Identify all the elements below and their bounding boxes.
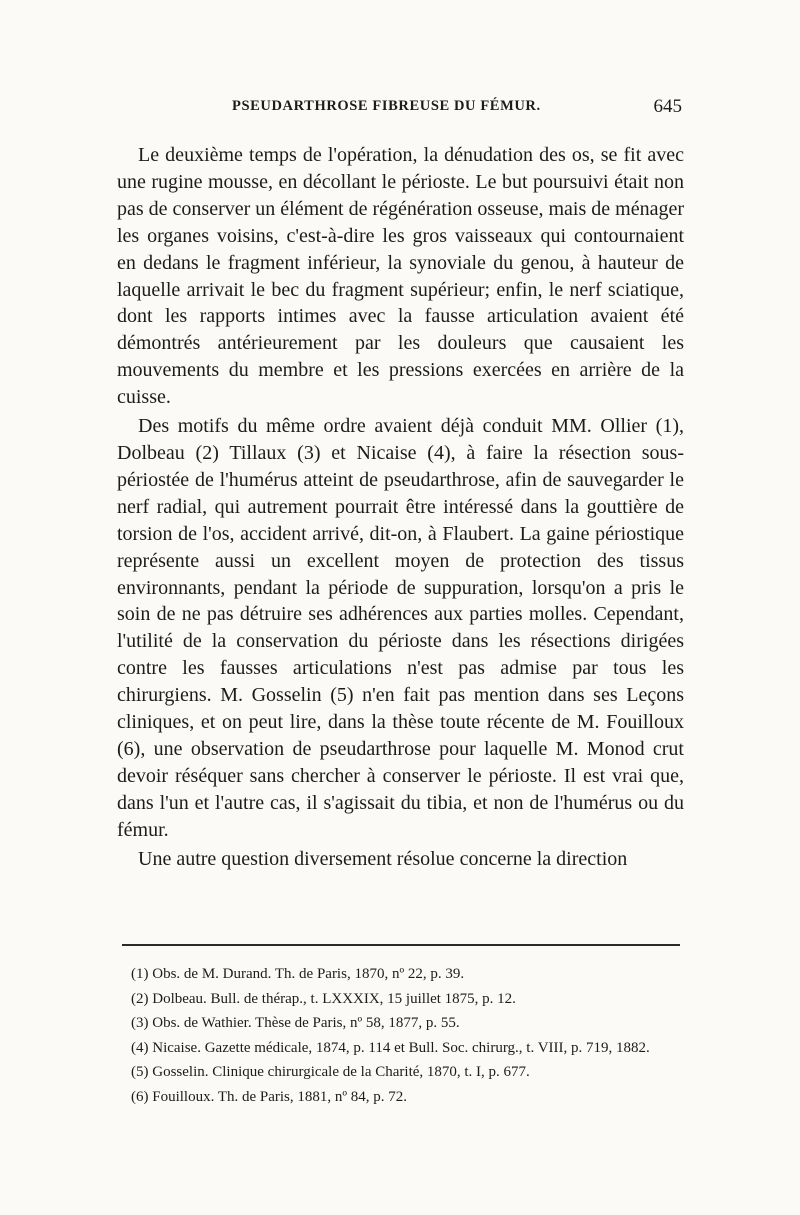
footnote: (1) Obs. de M. Durand. Th. de Paris, 1870, nº 22, p. 39. <box>131 966 465 982</box>
footnotes <box>117 962 684 1110</box>
paragraph: Une autre question diversement résolue concerne la direction <box>138 847 628 870</box>
footnote: (5) Gosselin. Clinique chirurgicale de la Charité, 1870, t. I, p. 677. <box>131 1064 530 1081</box>
page-header <box>232 98 682 122</box>
footnote-rule <box>122 944 680 946</box>
footnote: (4) Nicaise. Gazette médicale, 1874, p. 114 et Bull. Soc. chirurg., t. VIII, p. 719, 1882. <box>131 1039 650 1056</box>
footnote: (6) Fouilloux. Th. de Paris, 1881, nº 84, p. 72. <box>131 1088 408 1105</box>
running-title: PSEUDARTHROSE FIBREUSE DU FÉMUR. <box>232 98 541 114</box>
footnote: (2) Dolbeau. Bull. de thérap., t. LXXXIX, 15 juillet 1875, p. 12. <box>131 990 516 1007</box>
paragraph: Des motifs du même ordre avaient déjà conduit MM. Ollier (1), Dolbeau (2) Tillaux (3) et Nicaise (4), à faire la résection sous-périostée de l'humérus atteint de pseudarthrose, afin de sauvegarder le nerf radial, qui autrement pourrait être intéressé dans la gouttière de torsion de l'os, accident arrivé, dit-on, à Flaubert. La gaine périostique représente aussi un excellent moyen de protection des tissus environnants, pendant la période de suppuration, lorsqu'on a pris le soin de ne pas détruire ses adhérences aux parties molles. Cependant, l'utilité de la conservation du périoste dans les résections dirigées contre les fausses articulations n'est pas admise par tous les chirurgiens. M. Gosselin (5) n'en fait pas mention dans ses Leçons cliniques, et on peut lire, dans la thèse toute récente de M. Fouilloux (6), une observation de pseudarthrose pour laquelle M. Monod crut devoir réséquer sans chercher à conserver le périoste. Il est vrai que, dans l'un et l'autre cas, il s'agissait du tibia, et non de l'humérus ou du fémur. <box>117 415 684 841</box>
footnote: (3) Obs. de Wathier. Thèse de Paris, nº 58, 1877, p. 55. <box>131 1015 460 1032</box>
body-text <box>117 142 684 872</box>
page-number: 645 <box>653 96 682 117</box>
paragraph: Le deuxième temps de l'opération, la dénudation des os, se fit avec une rugine mousse, en décollant le périoste. Le but poursuivi était non pas de conserver un élément de régénération osseuse, mais de ménager les organes voisins, c'est-à-dire les gros vaisseaux qui contournaient en dedans le fragment inférieur, la synoviale du genou, à hauteur de laquelle arrivait le bec du fragment supérieur; enfin, le nerf sciatique, dont les rapports intimes avec la fausse articulation avaient été démontrés antérieurement par les douleurs que causaient les mouvements du membre et les pressions exercées en arrière de la cuisse. <box>117 144 684 409</box>
